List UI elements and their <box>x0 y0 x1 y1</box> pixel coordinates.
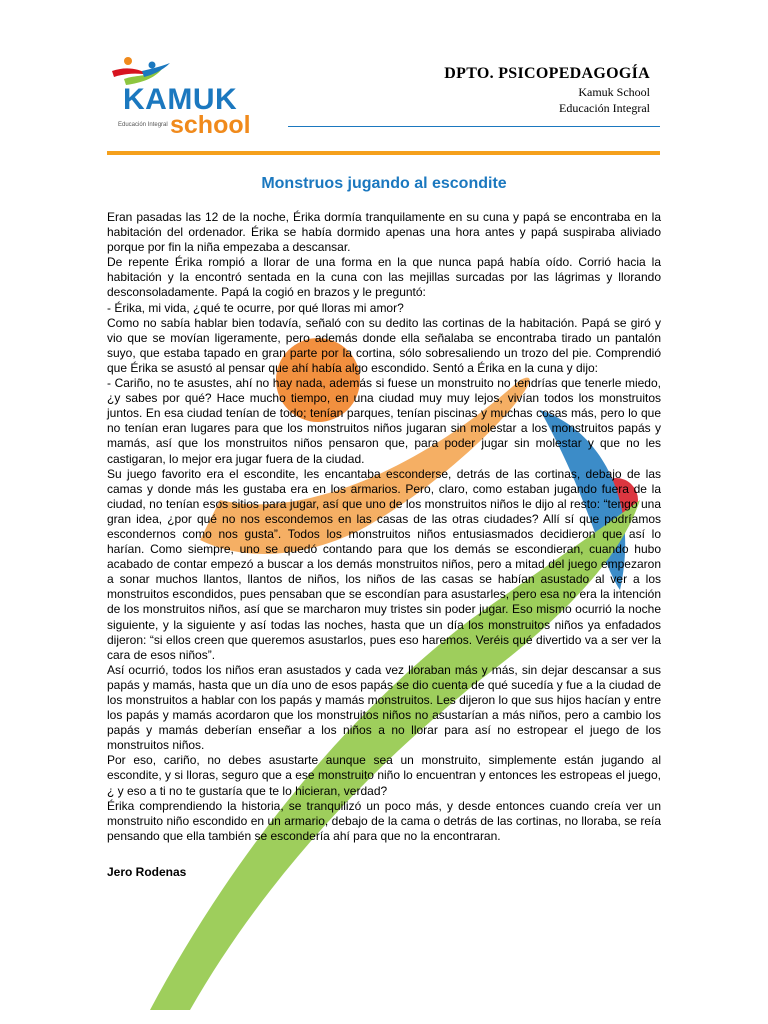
story-paragraph: Su juego favorito era el escondite, les encantaba esconderse, detrás de las cortinas, debajo de las camas y donde más les gustaba era en los armarios. Pero, claro, como estaban jugando fuera de la ciudad, no tenían esos sitios para jugar, así que uno de los monstruitos niños le dijo al resto: “tengo una gran idea, ¿por qué no nos escondemos en las casas de las otras ciudades? Allí sí que podríamos escondernos como nos gusta”. Todos los monstruitos niños entusiasmados decidieron que así lo harían. Como siempre, uno se quedó contando para que los demás se escondieran, cuando hubo acabado de contar empezó a buscar a los demás monstruitos niños, pero a mitad del juego empezaron a sonar muchos llantos, llantos de niños, los niños de las casas se habían asustado al ver a los monstruitos escondidos, pues pensaban que se escondían para asustarles, pero esa no era la intención de los monstruitos niños, así que se marcharon muy tristes sin poder jugar. Eso mismo ocurrió la noche siguiente, y la siguiente y así todas las noches, hasta que un día los monstruitos niños ya enfadados dijeron: “si ellos creen que queremos asustarlos, pues eso haremos. Veréis qué divertido va a ser ver la cara de esos niños”. <box>107 466 661 662</box>
logo-tagline: Educación Integral <box>118 122 168 128</box>
story-paragraph: Érika comprendiendo la historia, se tranquilizó un poco más, y desde entonces cuando creía ver un monstruito niño escondido en un armario, debajo de la cama o detrás de las cortinas, no lloraba, se reía pensando que ella también se escondería ahí para que no la encontraran. <box>107 798 661 843</box>
story-paragraph: De repente Érika rompió a llorar de una forma en la que nunca papá había oído. Corrió hacia la habitación y la encontró sentada en la cuna con las mejillas surcadas por las lágrimas y llorando desconsoladamente. Papá la cogió en brazos y le preguntó: <box>107 255 661 300</box>
logo-school-text: school <box>170 111 251 139</box>
school-name: Kamuk School <box>578 85 650 99</box>
kamuk-school-logo <box>104 55 254 140</box>
story-paragraph: - Érika, mi vida, ¿qué te ocurre, por qué lloras mi amor? <box>107 300 404 315</box>
department-header <box>444 65 650 116</box>
story-paragraph: Por eso, cariño, no debes asustarte aunque sea un monstruito, simplemente están jugando al escondite, y si lloras, seguro que a ese monstruito niño lo encuentran y entonces les estropeas el juego, ¿ y eso a ti no te gustaría que te lo hicieran, verdad? <box>107 753 661 798</box>
story-paragraph: Como no sabía hablar bien todavía, señaló con su dedito las cortinas de la habitación. Papá se giró y vio que se movían ligeramente, pero además donde ella señalaba se encontraba tirado un pantalón suyo, que estaba tapado en gran parte por la cortina, sólo sobresaliendo un trozo del pie. Comprendió que Érika se asustó al pensar que ahí había algo escondido. Sentó a Érika en la cuna y dijo: <box>107 315 661 375</box>
story-paragraph: - Cariño, no te asustes, ahí no hay nada, además si fuese un monstruito no tendrías que tenerle miedo, ¿y sabes por qué? Hace mucho tiempo, en una ciudad muy muy lejos, vivían todos los monstruitos juntos. En esa ciudad tenían de todo; tenían parques, tenían piscinas y muchas cosas más, pero lo que no tenían eran lugares para que los monstruitos niños jugaran sin molestar a los monstruitos papás y mamás, así que los monstruitos niños pensaron que, para poder jugar sin molestar y que no les castigaran, lo mejor era jugar fuera de la ciudad. <box>107 376 661 466</box>
header-underline <box>288 126 660 127</box>
header-divider-bar <box>107 151 660 155</box>
story-title: Monstruos jugando al escondite <box>261 175 507 192</box>
story-author: Jero Rodenas <box>107 865 187 879</box>
story-paragraph: Así ocurrió, todos los niños eran asustados y cada vez lloraban más y más, sin dejar descansar a sus papás y mamás, hasta que un día uno de esos papás se dio cuenta de qué sucedía y fue a la ciudad de los monstruitos a hablar con los papás y mamás monstruitos. Les dijeron lo que sus hijos hacían y entre los papás y mamás acordaron que los monstruitos niños no asustarían a más niños, pero a cambio los papás y mamás deberían enseñar a los niños a no llorar para así no estropear el juego de los monstruitos niños. <box>107 662 661 753</box>
department-title: DPTO. PSICOPEDAGOGÍA <box>444 65 650 82</box>
story-body <box>107 210 661 844</box>
story-paragraph: Eran pasadas las 12 de la noche, Érika dormía tranquilamente en su cuna y papá se encontraba en la habitación del ordenador. Érika se había dormido apenas una hora antes y papá suspiraba aliviado porque por fin la niña empezaba a descansar. <box>107 210 661 255</box>
header-subtitle: Educación Integral <box>559 101 650 115</box>
logo-brand-text: KAMUK <box>123 83 238 116</box>
